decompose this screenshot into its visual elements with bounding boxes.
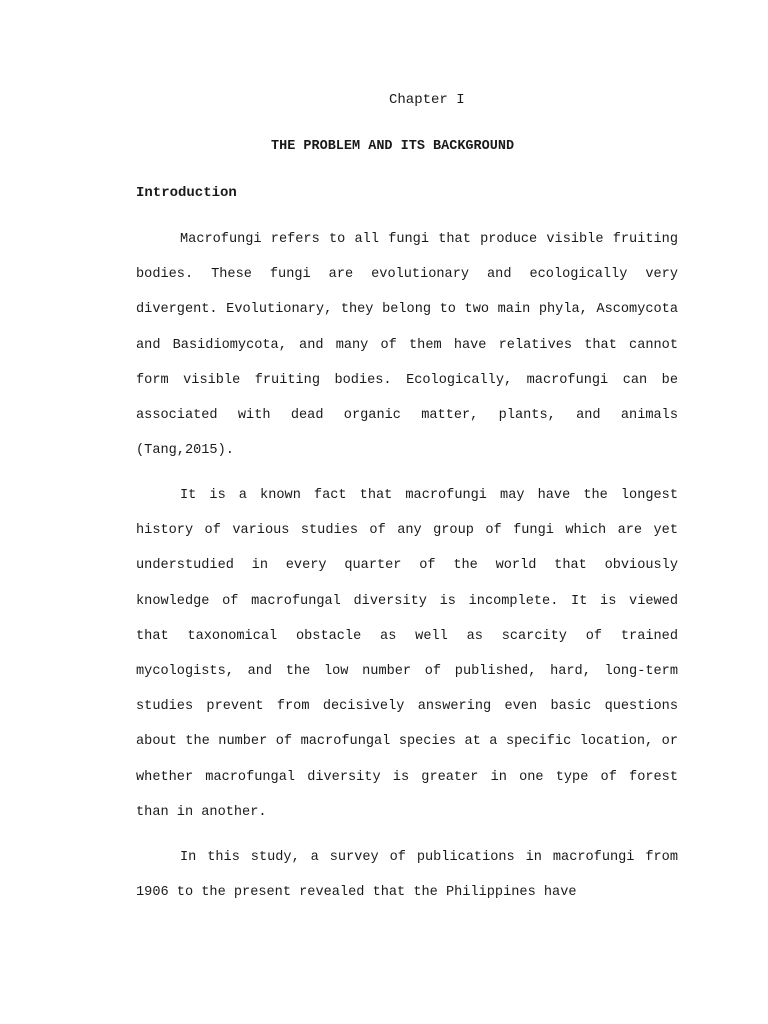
paragraph: It is a known fact that macrofungi may have the longest history of various studies of any group of fungi which are yet understudied in every quarter of the world that obviously knowledge of macrofungal diversity is incomplete. It is viewed that taxonomical obstacle as well as scarcity of trained mycologists, and the low number of published, hard, long-term studies prevent from decisively answering even basic questions about the number of macrofungal species at a specific location, or whether macrofungal diversity is greater in one type of forest than in another. xyxy=(136,488,678,820)
paragraph: In this study, a survey of publications in macrofungi from 1906 to the present revealed that the Philippines have xyxy=(136,850,678,901)
chapter-label: Chapter I xyxy=(389,92,465,108)
section-heading: Introduction xyxy=(136,185,237,201)
chapter-title: THE PROBLEM AND ITS BACKGROUND xyxy=(271,139,515,154)
paragraph: Macrofungi refers to all fungi that produce visible fruiting bodies. These fungi are evolutionary and ecologically very divergent. Evolutionary, they belong to two main phyla, Ascomycota and Basidiomycota, and many of them have relatives that cannot form visible fruiting bodies. Ecologically, macrofungi can be associated with dead organic matter, plants, and animals (Tang,2015). xyxy=(136,232,678,459)
